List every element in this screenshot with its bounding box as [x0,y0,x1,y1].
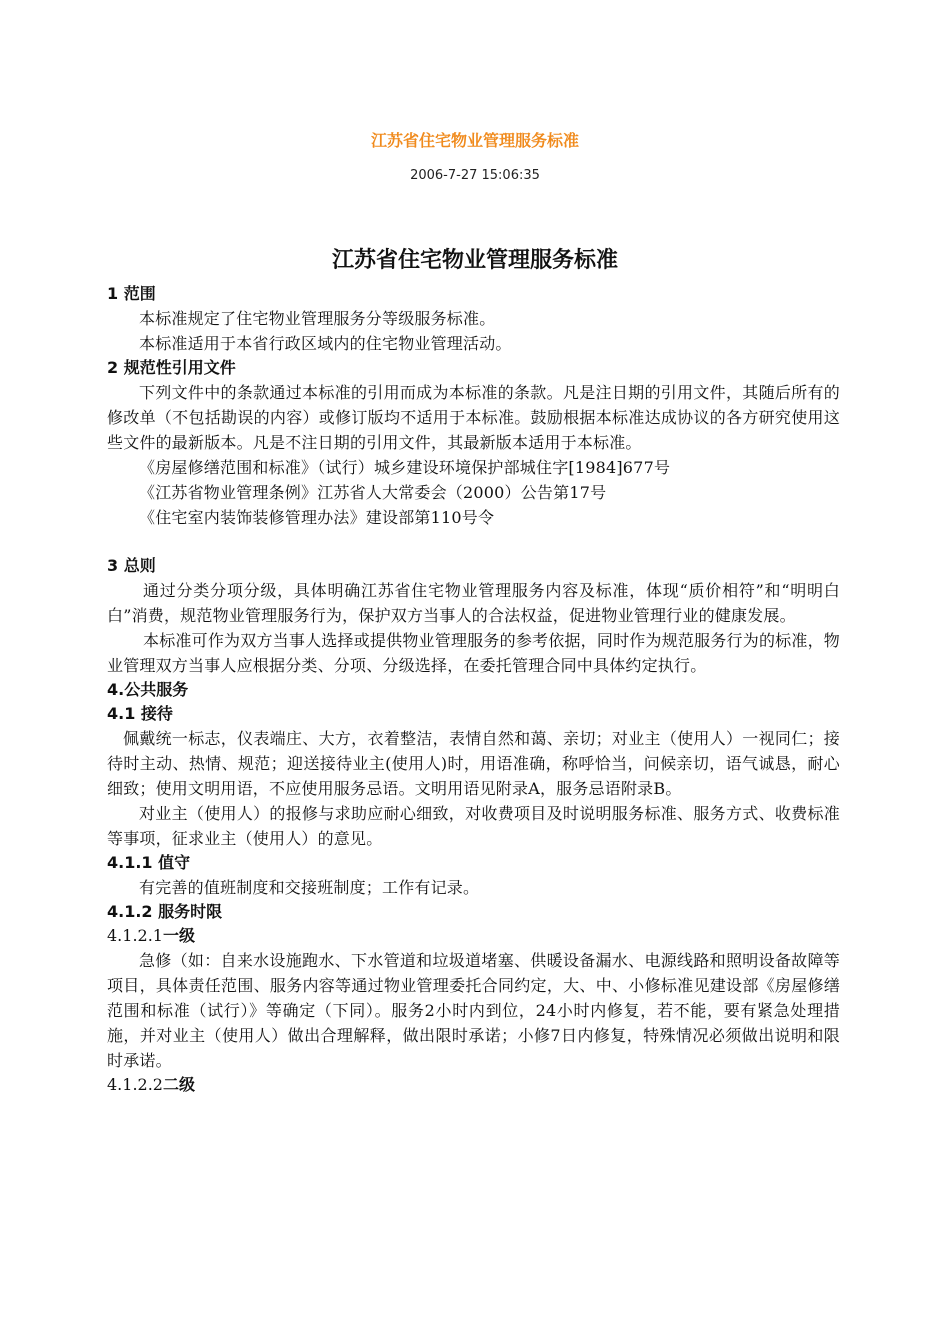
section-1-para-1: 本标准规定了住宅物业管理服务分等级服务标准。 [139,309,496,328]
section-4-1-2-2-heading [107,1073,840,1097]
publish-timestamp: 2006-7-27 15:06:35 [410,168,540,183]
reference-2: 《江苏省物业管理条例》江苏省人大常委会（2000）公告第17号 [139,483,607,502]
section-3-para-2: 本标准可作为双方当事人选择或提供物业管理服务的参考依据，同时作为规范服务行为的标准，物业管理双方当事人应根据分类、分项、分级选择，在委托管理合同中具体约定执行。 [107,631,840,675]
section-4-1-1-heading: 4.1.1 值守 [107,853,191,872]
section-2-heading: 2 规范性引用文件 [107,358,236,377]
document-title: 江苏省住宅物业管理服务标准 [331,248,618,273]
reference-3: 《住宅室内装饰装修管理办法》建设部第110号令 [139,508,495,527]
section-4-1-2-heading: 4.1.2 服务时限 [107,902,223,921]
section-4-1-2-1-heading [107,924,840,948]
section-1-heading: 1 范围 [107,284,156,303]
section-number: 4.1.2.2 [107,1075,163,1094]
spacer [107,530,840,554]
section-4-1-para-2: 对业主（使用人）的报修与求助应耐心细致，对收费项目及时说明服务标准、服务方式、收费标准等事项，征求业主（使用人）的意见。 [107,804,840,848]
section-4-1-2-1-para-1: 急修（如：自来水设施跑水、下水管道和垃圾道堵塞、供暖设备漏水、电源线路和照明设备故障等项目，具体责任范围、服务内容等通过物业管理委托合同约定，大、中、小修标准见建设部《房屋修缮范围和标准（试行）》等确定（下同）。服务2小时内到位，24小时内修复，若不能，要有紧急处理措施，并对业主（使用人）做出合理解释，做出限时承诺；小修7日内修复，特殊情况必须做出说明和限时承诺。 [107,951,840,1070]
section-4-1-para-1: 佩戴统一标志，仪表端庄、大方，衣着整洁，表情自然和蔼、亲切；对业主（使用人）一视同仁；接待时主动、热情、规范；迎送接待业主(使用人)时，用语准确，称呼恰当，问候亲切，语气诚恳，耐心细致；使用文明用语，不应使用服务忌语。文明用语见附录A，服务忌语附录B。 [107,729,840,798]
section-label: 二级 [162,1075,195,1094]
section-4-1-heading: 4.1 接待 [107,704,173,723]
section-3-para-1: 通过分类分项分级，具体明确江苏省住宅物业管理服务内容及标准，体现“质价相符”和“明明白白”消费，规范物业管理服务行为，保护双方当事人的合法权益，促进物业管理行业的健康发展。 [107,581,840,625]
section-2-para-1: 下列文件中的条款通过本标准的引用而成为本标准的条款。凡是注日期的引用文件，其随后所有的修改单（不包括勘误的内容）或修订版均不适用于本标准。鼓励根据本标准达成协议的各方研究使用这些文件的最新版本。凡是不注日期的引用文件，其最新版本适用于本标准。 [107,383,840,452]
site-title: 江苏省住宅物业管理服务标准 [370,131,579,150]
section-4-heading: 4.公共服务 [107,680,189,699]
reference-1: 《房屋修缮范围和标准》（试行）城乡建设环境保护部城住字[1984]677号 [139,458,671,477]
section-1-para-2: 本标准适用于本省行政区域内的住宅物业管理活动。 [139,334,512,353]
section-number: 4.1.2.1 [107,926,163,945]
section-4-1-1-para-1: 有完善的值班制度和交接班制度；工作有记录。 [139,878,480,897]
document-body [107,282,840,1097]
section-3-heading: 3 总则 [107,556,156,575]
section-label: 一级 [162,926,195,945]
